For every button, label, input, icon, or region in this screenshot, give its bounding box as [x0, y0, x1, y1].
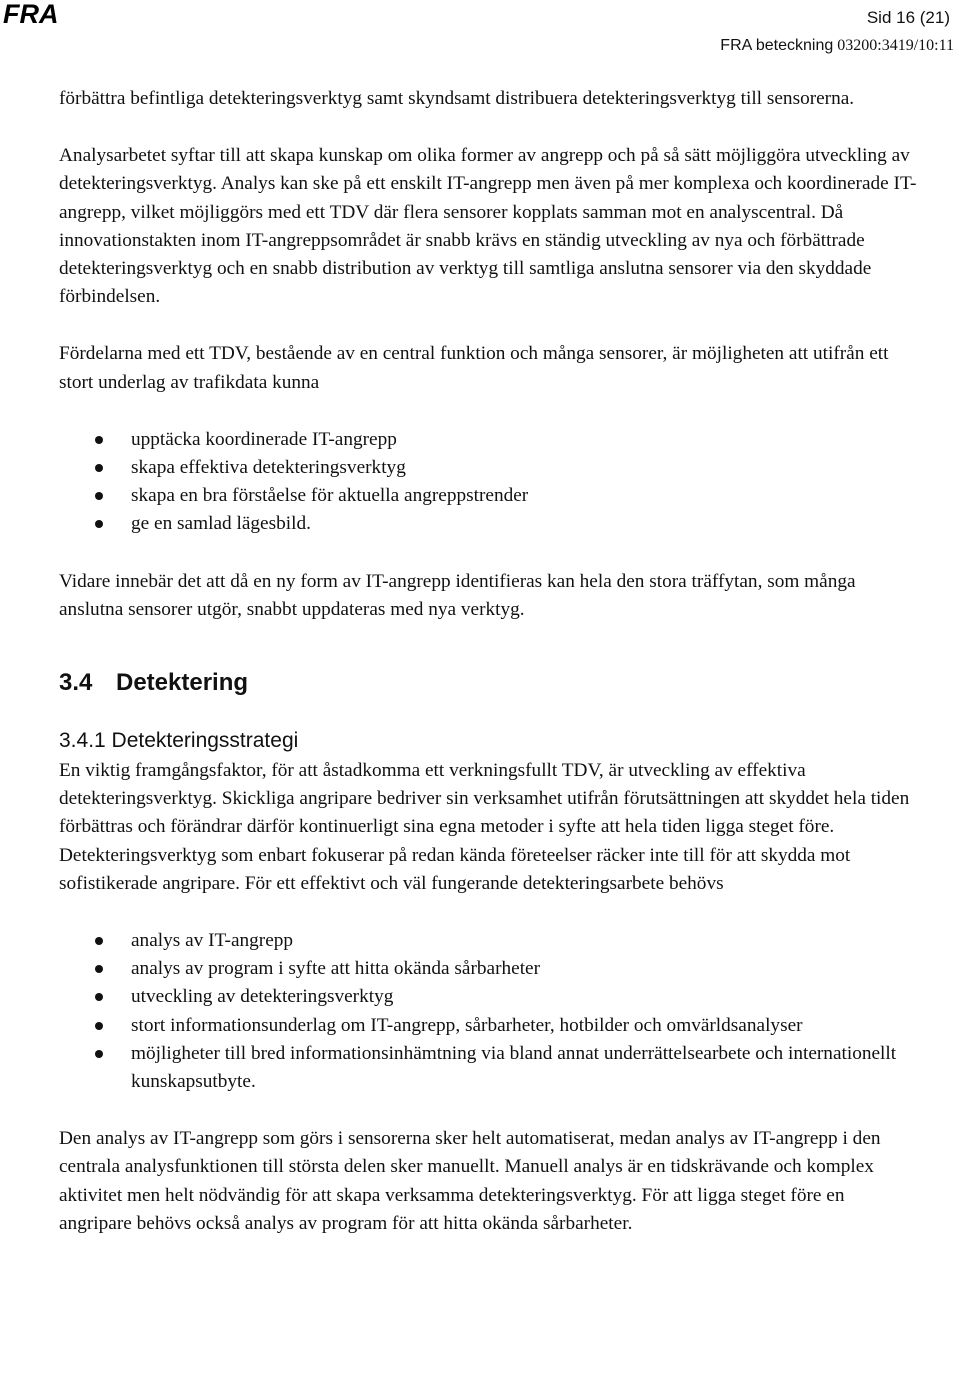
document-body: [59, 85, 919, 1238]
paragraph-1: förbättra befintliga detekteringsverktyg samt skyndsamt distribuera detekteringsverktyg till sensorerna.: [59, 88, 855, 109]
document-reference: [720, 37, 954, 55]
section-title: Detektering: [116, 669, 249, 697]
list-item: analys av program i syfte att hitta okända sårbarheter: [59, 955, 919, 983]
reference-label: FRA beteckning: [720, 37, 834, 54]
list-item: skapa effektiva detekteringsverktyg: [59, 454, 919, 482]
list-item: utveckling av detekteringsverktyg: [59, 983, 919, 1011]
requirements-list: [59, 927, 919, 1096]
reference-number: 03200:3419/10:11: [837, 37, 954, 54]
fra-logo: FRA: [3, 0, 59, 29]
paragraph-2: Analysarbetet syftar till att skapa kunskap om olika former av angrepp och på så sätt möjliggöra utveckling av detekteringsverktyg. Analys kan ske på ett enskilt IT-angrepp men även på mer komplexa och koordinerade IT-angrepp, vilket möjliggörs med ett TDV där flera sensorer kopplats samman mot en analyscentral. Då innovationstakten inom IT-angreppsområdet är snabb krävs en ständig utveckling av nya och förbättrade detekteringsverktyg och en snabb distribution av verktyg till samtliga anslutna sensorer via den skyddade förbindelsen.: [59, 145, 917, 308]
section-heading: [59, 668, 919, 698]
subsection-heading: 3.4.1 Detekteringsstrategi: [59, 729, 299, 753]
list-item: analys av IT-angrepp: [59, 927, 919, 955]
list-item: stort informationsunderlag om IT-angrepp, sårbarheter, hotbilder och omvärldsanalyser: [59, 1012, 919, 1040]
paragraph-4: Vidare innebär det att då en ny form av IT-angrepp identifieras kan hela den stora träffytan, som många anslutna sensorer utgör, snabbt uppdateras med nya verktyg.: [59, 570, 856, 620]
list-item: skapa en bra förståelse för aktuella angreppstrender: [59, 482, 919, 510]
list-item: möjligheter till bred informationsinhämtning via bland annat underrättelsearbete och internationellt kunskapsutbyte.: [59, 1040, 919, 1096]
section-number: 3.4: [59, 669, 93, 697]
paragraph-3: Fördelarna med ett TDV, bestående av en central funktion och många sensorer, är möjligheten att utifrån ett stort underlag av trafikdata kunna: [59, 343, 889, 393]
paragraph-6: Den analys av IT-angrepp som görs i sensorerna sker helt automatiserat, medan analys av IT-angrepp i den centrala analysfunktionen till största delen sker manuellt. Manuell analys är en tidskrävande och komplex aktivitet men helt nödvändig för att skapa verksamma detekteringsverktyg. För att ligga steget före en angripare behövs också analys av program för att hitta okända sårbarheter.: [59, 1128, 881, 1234]
list-item: upptäcka koordinerade IT-angrepp: [59, 426, 919, 454]
list-item: ge en samlad lägesbild.: [59, 510, 919, 538]
page-number: Sid 16 (21): [866, 8, 950, 27]
advantages-list: [59, 426, 919, 539]
paragraph-5: En viktig framgångsfaktor, för att åstadkomma ett verkningsfullt TDV, är utveckling av effektiva detekteringsverktyg. Skickliga angripare bedriver sin verksamhet utifrån förutsättningen att skyddet hela tiden förbättras och förändrar därför kontinuerligt sina egna metoder i syfte att hela tiden ligga steget före. Detekteringsverktyg som enbart fokuserar på redan kända företeelser räcker inte till för att skydda mot sofistikerade angripare. För ett effektivt och väl fungerande detekteringsarbete behövs: [59, 760, 910, 894]
